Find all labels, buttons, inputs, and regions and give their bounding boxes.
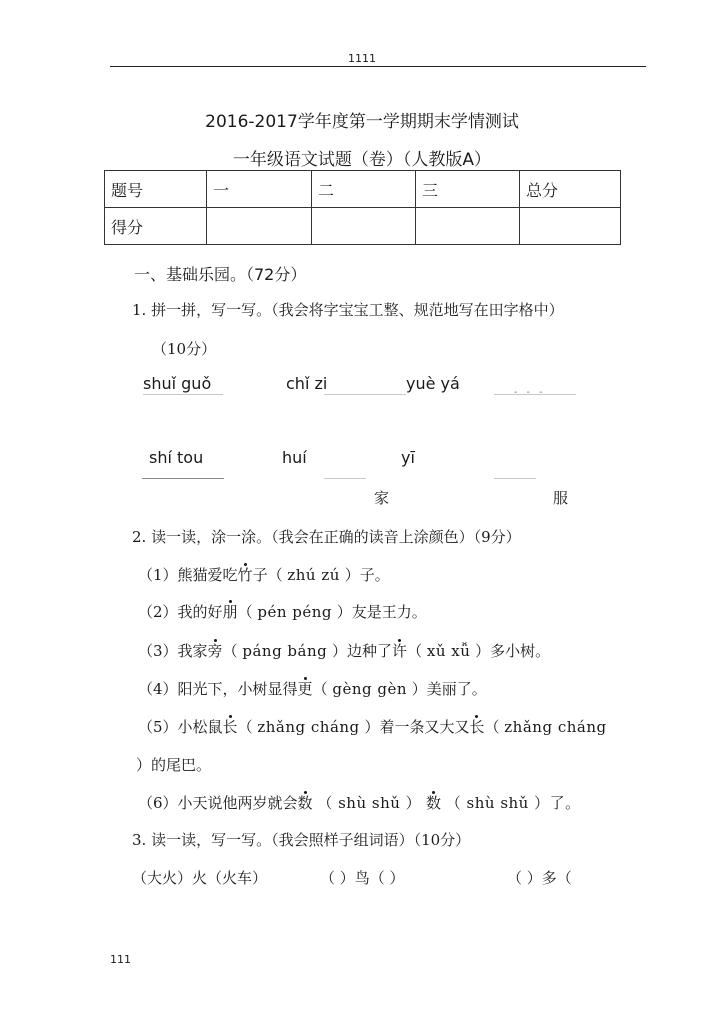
pinyin-options[interactable]: gèng gèn	[332, 680, 408, 698]
given-character: 服	[553, 489, 569, 507]
item-text: ）友是王力。	[336, 603, 427, 621]
score-table	[104, 170, 621, 245]
reading-item	[138, 640, 550, 661]
pinyin-word: yī	[401, 448, 415, 467]
section-heading: 一、基础乐园。（72分）	[134, 265, 307, 284]
answer-line[interactable]	[494, 478, 536, 479]
score-table-header-row	[105, 171, 621, 208]
item-text: （	[222, 642, 238, 660]
item-text: （	[407, 642, 423, 660]
pinyin-word: chǐ zi	[286, 374, 328, 393]
reading-item	[138, 601, 427, 622]
item-text: （1）熊猫爱吃	[138, 566, 238, 584]
score-input-cell[interactable]	[520, 208, 621, 245]
answer-line[interactable]	[143, 394, 223, 395]
reading-item-wrap: ）的尾巴。	[136, 756, 212, 774]
pinyin-options[interactable]: （ shù shǔ ）了。	[445, 794, 581, 812]
score-cell: 总分	[520, 171, 621, 208]
score-cell: 三	[416, 171, 520, 208]
pinyin-word: huí	[282, 448, 307, 467]
pinyin-options[interactable]: zhǎng cháng	[504, 718, 607, 736]
item-text: （4）阳光下，小树显得	[138, 680, 298, 698]
score-table-score-row	[105, 208, 621, 245]
pinyin-options[interactable]: páng báng	[242, 642, 328, 660]
pinyin-options[interactable]: xǔ xǚ	[426, 642, 471, 660]
item-text: （	[312, 680, 328, 698]
item-text: ）美丽了。	[411, 680, 487, 698]
reading-item	[138, 716, 607, 737]
pinyin-options[interactable]: zhǎng cháng	[257, 718, 360, 736]
word-blank[interactable]: （ ）鸟（ ）	[320, 869, 405, 887]
header-page-number: 1111	[348, 52, 376, 65]
dashed-guide-icon: - - -	[514, 387, 546, 398]
exam-title: 2016-2017学年度第一学期期末学情测试	[205, 112, 519, 132]
reading-item	[138, 564, 390, 585]
question-1-text: 1. 拼一拼，写一写。（我会将字宝宝工整、规范地写在田字格中）	[132, 301, 564, 319]
score-cell: 一	[207, 171, 312, 208]
item-text: （3）我家	[138, 642, 208, 660]
target-character: 旁	[207, 642, 223, 660]
item-text: （	[237, 603, 253, 621]
pinyin-word: yuè yá	[406, 374, 460, 393]
reading-item	[138, 678, 487, 699]
target-character: 许	[392, 642, 408, 660]
item-text: （2）我的好	[138, 603, 223, 621]
item-text: （5）小松鼠	[138, 718, 223, 736]
word-blank[interactable]: （ ）多（	[507, 869, 572, 887]
item-text: ）子。	[344, 566, 390, 584]
score-input-cell[interactable]	[416, 208, 520, 245]
target-character: 朋	[222, 603, 238, 621]
score-cell: 题号	[105, 171, 207, 208]
score-cell: 二	[312, 171, 416, 208]
target-character: 长	[222, 718, 238, 736]
target-character: 竹	[237, 566, 253, 584]
item-text: ）着一条又大又	[364, 718, 470, 736]
question-1-score: （10分）	[152, 340, 217, 358]
header-rule	[110, 66, 646, 67]
answer-line[interactable]	[142, 478, 224, 479]
word-example: （大火）火（火车）	[132, 869, 268, 887]
score-label-cell: 得分	[105, 208, 207, 245]
target-character: 长	[469, 718, 485, 736]
score-input-cell[interactable]	[312, 208, 416, 245]
exam-subtitle: 一年级语文试题（卷）（人教版A）	[232, 150, 492, 170]
given-character: 家	[374, 489, 390, 507]
pinyin-word: shuǐ guǒ	[143, 374, 212, 393]
target-character: 数	[297, 794, 313, 812]
item-text: ）多小树。	[475, 642, 551, 660]
item-text: （	[237, 718, 253, 736]
item-text: （6）小天说他两岁就会	[138, 794, 298, 812]
pinyin-options[interactable]: （ shù shǔ ）	[317, 794, 422, 812]
footer-page-number: 111	[110, 953, 131, 966]
pinyin-options[interactable]: pén péng	[257, 603, 333, 621]
question-2-text: 2. 读一读，涂一涂。（我会在正确的读音上涂颜色）（9分）	[132, 528, 521, 546]
question-3-text: 3. 读一读，写一写。（我会照样子组词语）（10分）	[132, 831, 471, 849]
reading-item	[138, 792, 581, 813]
score-input-cell[interactable]	[207, 208, 312, 245]
target-character: 更	[297, 680, 313, 698]
item-text: 子（	[252, 566, 283, 584]
item-text: （	[484, 718, 500, 736]
target-character: 数	[425, 794, 441, 812]
pinyin-word: shí tou	[149, 448, 204, 467]
answer-line[interactable]	[324, 478, 366, 479]
item-text: ）边种了	[332, 642, 393, 660]
pinyin-options[interactable]: zhú zú	[287, 566, 340, 584]
answer-line[interactable]	[324, 394, 406, 395]
